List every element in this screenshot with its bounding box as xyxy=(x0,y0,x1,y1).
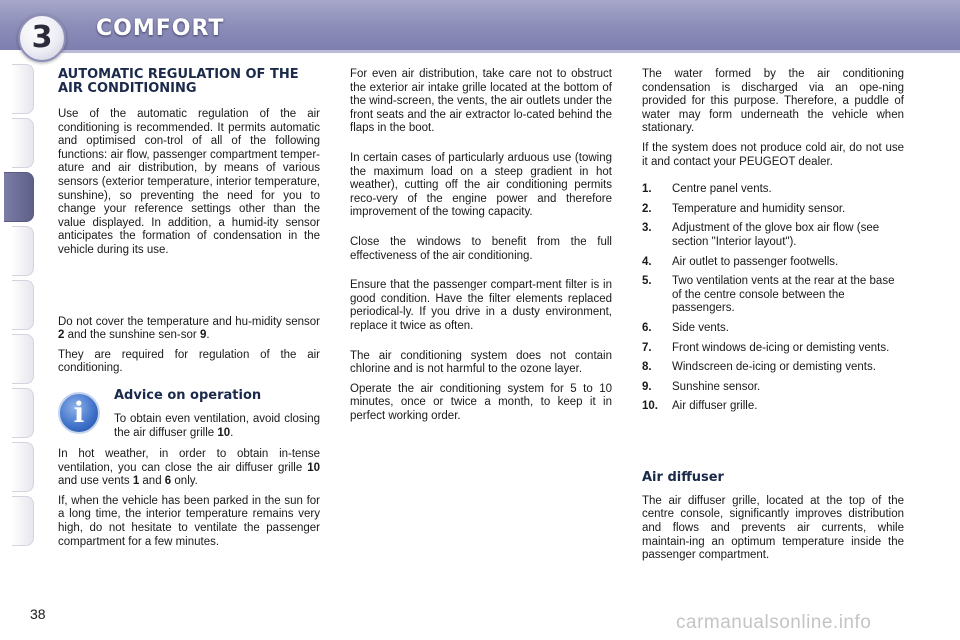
paragraph: Close the windows to benefit from the full effectiveness of the air conditioning. xyxy=(350,235,612,262)
legend-item: 4. Air outlet to passenger footwells. xyxy=(642,255,839,268)
legend-item: 1. Centre panel vents. xyxy=(642,183,772,196)
column-right xyxy=(642,68,904,569)
legend-list xyxy=(642,183,904,414)
paragraph: For even air distribution, take care not to obstruct the exterior air intake grille located at the bottom of the wind-screen, the vents, the air outlets under the front seats and the air extractor lo-cated behind the flaps in the boot. xyxy=(350,68,612,135)
chapter-tab-8[interactable] xyxy=(12,442,34,492)
info-icon: i xyxy=(58,392,100,434)
chapter-tab-5[interactable] xyxy=(12,280,34,330)
chapter-title: COMFORT xyxy=(96,16,225,41)
legend-item: 10. Air diffuser grille. xyxy=(642,400,758,413)
chapter-tab-4[interactable] xyxy=(12,226,34,276)
legend-item: 8. Windscreen de-icing or demisting vents. xyxy=(642,361,876,374)
paragraph: To obtain even ventilation, avoid closing the air diffuser grille 10. xyxy=(114,412,320,439)
advice-heading: Advice on operation xyxy=(114,387,262,403)
legend-item: 9. Sunshine sensor. xyxy=(642,380,761,393)
chapter-tab-7[interactable] xyxy=(12,388,34,438)
spacer xyxy=(58,264,320,316)
legend-item: 6. Side vents. xyxy=(642,321,729,334)
chapter-tab-9[interactable] xyxy=(12,496,34,546)
legend-item: 3. Adjustment of the glove box air flow (see section "Interior layout"). xyxy=(642,222,880,248)
spacer xyxy=(642,420,904,470)
column-left xyxy=(58,68,320,555)
chapter-tabs xyxy=(0,64,34,584)
watermark: carmanualsonline.info xyxy=(676,612,872,633)
paragraph: If, when the vehicle has been parked in the sun for a long time, the interior temperature remains very high, do not hesitate to ventilate the passenger compartment for a few minutes. xyxy=(58,494,320,548)
paragraph: They are required for regulation of the air conditioning. xyxy=(58,348,320,375)
paragraph: Do not cover the temperature and hu-midity sensor 2 and the sunshine sen-sor 9. xyxy=(58,315,320,342)
paragraph: The water formed by the air conditioning condensation is discharged via an ope-ning provided for this purpose. Therefore, a puddle of water may form underneath the vehicle when stationary. xyxy=(642,68,904,135)
paragraph: Operate the air conditioning system for 5 to 10 minutes, once or twice a month, to keep it in perfect working order. xyxy=(350,382,612,422)
paragraph: Ensure that the passenger compart-ment filter is in good condition. Have the filter elements replaced periodical-ly. If you drive in a dusty environment, replace it twice as often. xyxy=(350,279,612,332)
chapter-tab-6[interactable] xyxy=(12,334,34,384)
paragraph: Use of the automatic regulation of the air conditioning is recommended. It permits automatic and optimised con-trol of all of the following functions: air flow, passenger compartment temper-ature and air distribution, by means of various sensors (exterior temperature, interior temperature, sunshine), so preventing the need for you to change your reference settings other than the value displayed. In addition, a humid-ity sensor anticipates the formation of condensation in the vehicle during its use. xyxy=(58,108,320,256)
paragraph: In hot weather, in order to obtain in-tense ventilation, you can close the air diffuser grille 10 and use vents 1 and 6 only. xyxy=(58,448,320,488)
legend-item: 7. Front windows de-icing or demisting vents. xyxy=(642,341,890,354)
paragraph: If the system does not produce cold air, do not use it and contact your PEUGEOT dealer. xyxy=(642,141,904,168)
section-heading: AUTOMATIC REGULATION OF THE AIR CONDITIONING xyxy=(58,67,299,96)
header-divider xyxy=(40,50,960,53)
air-diffuser-heading: Air diffuser xyxy=(642,469,724,485)
chapter-tab-1[interactable] xyxy=(12,64,34,114)
legend-item: 5. Two ventilation vents at the rear at the base of the centre console between the passengers. xyxy=(642,275,895,315)
paragraph: The air diffuser grille, located at the top of the centre console, significantly improves distribution and flows and prevents air currents, while maintain-ing an optimum temperature inside the passenger compartment. xyxy=(642,494,904,562)
paragraph: The air conditioning system does not contain chlorine and is not harmful to the ozone layer. xyxy=(350,349,612,376)
page-number: 38 xyxy=(30,606,46,622)
paragraph: In certain cases of particularly arduous use (towing the maximum load on a steep gradient in hot weather), cutting off the air conditioning permits reco-very of the engine power and therefore improvement of the towing capacity. xyxy=(350,151,612,219)
chapter-number-badge: 3 xyxy=(18,14,66,62)
advice-box xyxy=(58,388,320,440)
legend-item: 2. Temperature and humidity sensor. xyxy=(642,202,846,215)
column-middle xyxy=(350,68,612,429)
chapter-tab-3-active[interactable] xyxy=(4,172,34,222)
chapter-tab-2[interactable] xyxy=(12,118,34,168)
